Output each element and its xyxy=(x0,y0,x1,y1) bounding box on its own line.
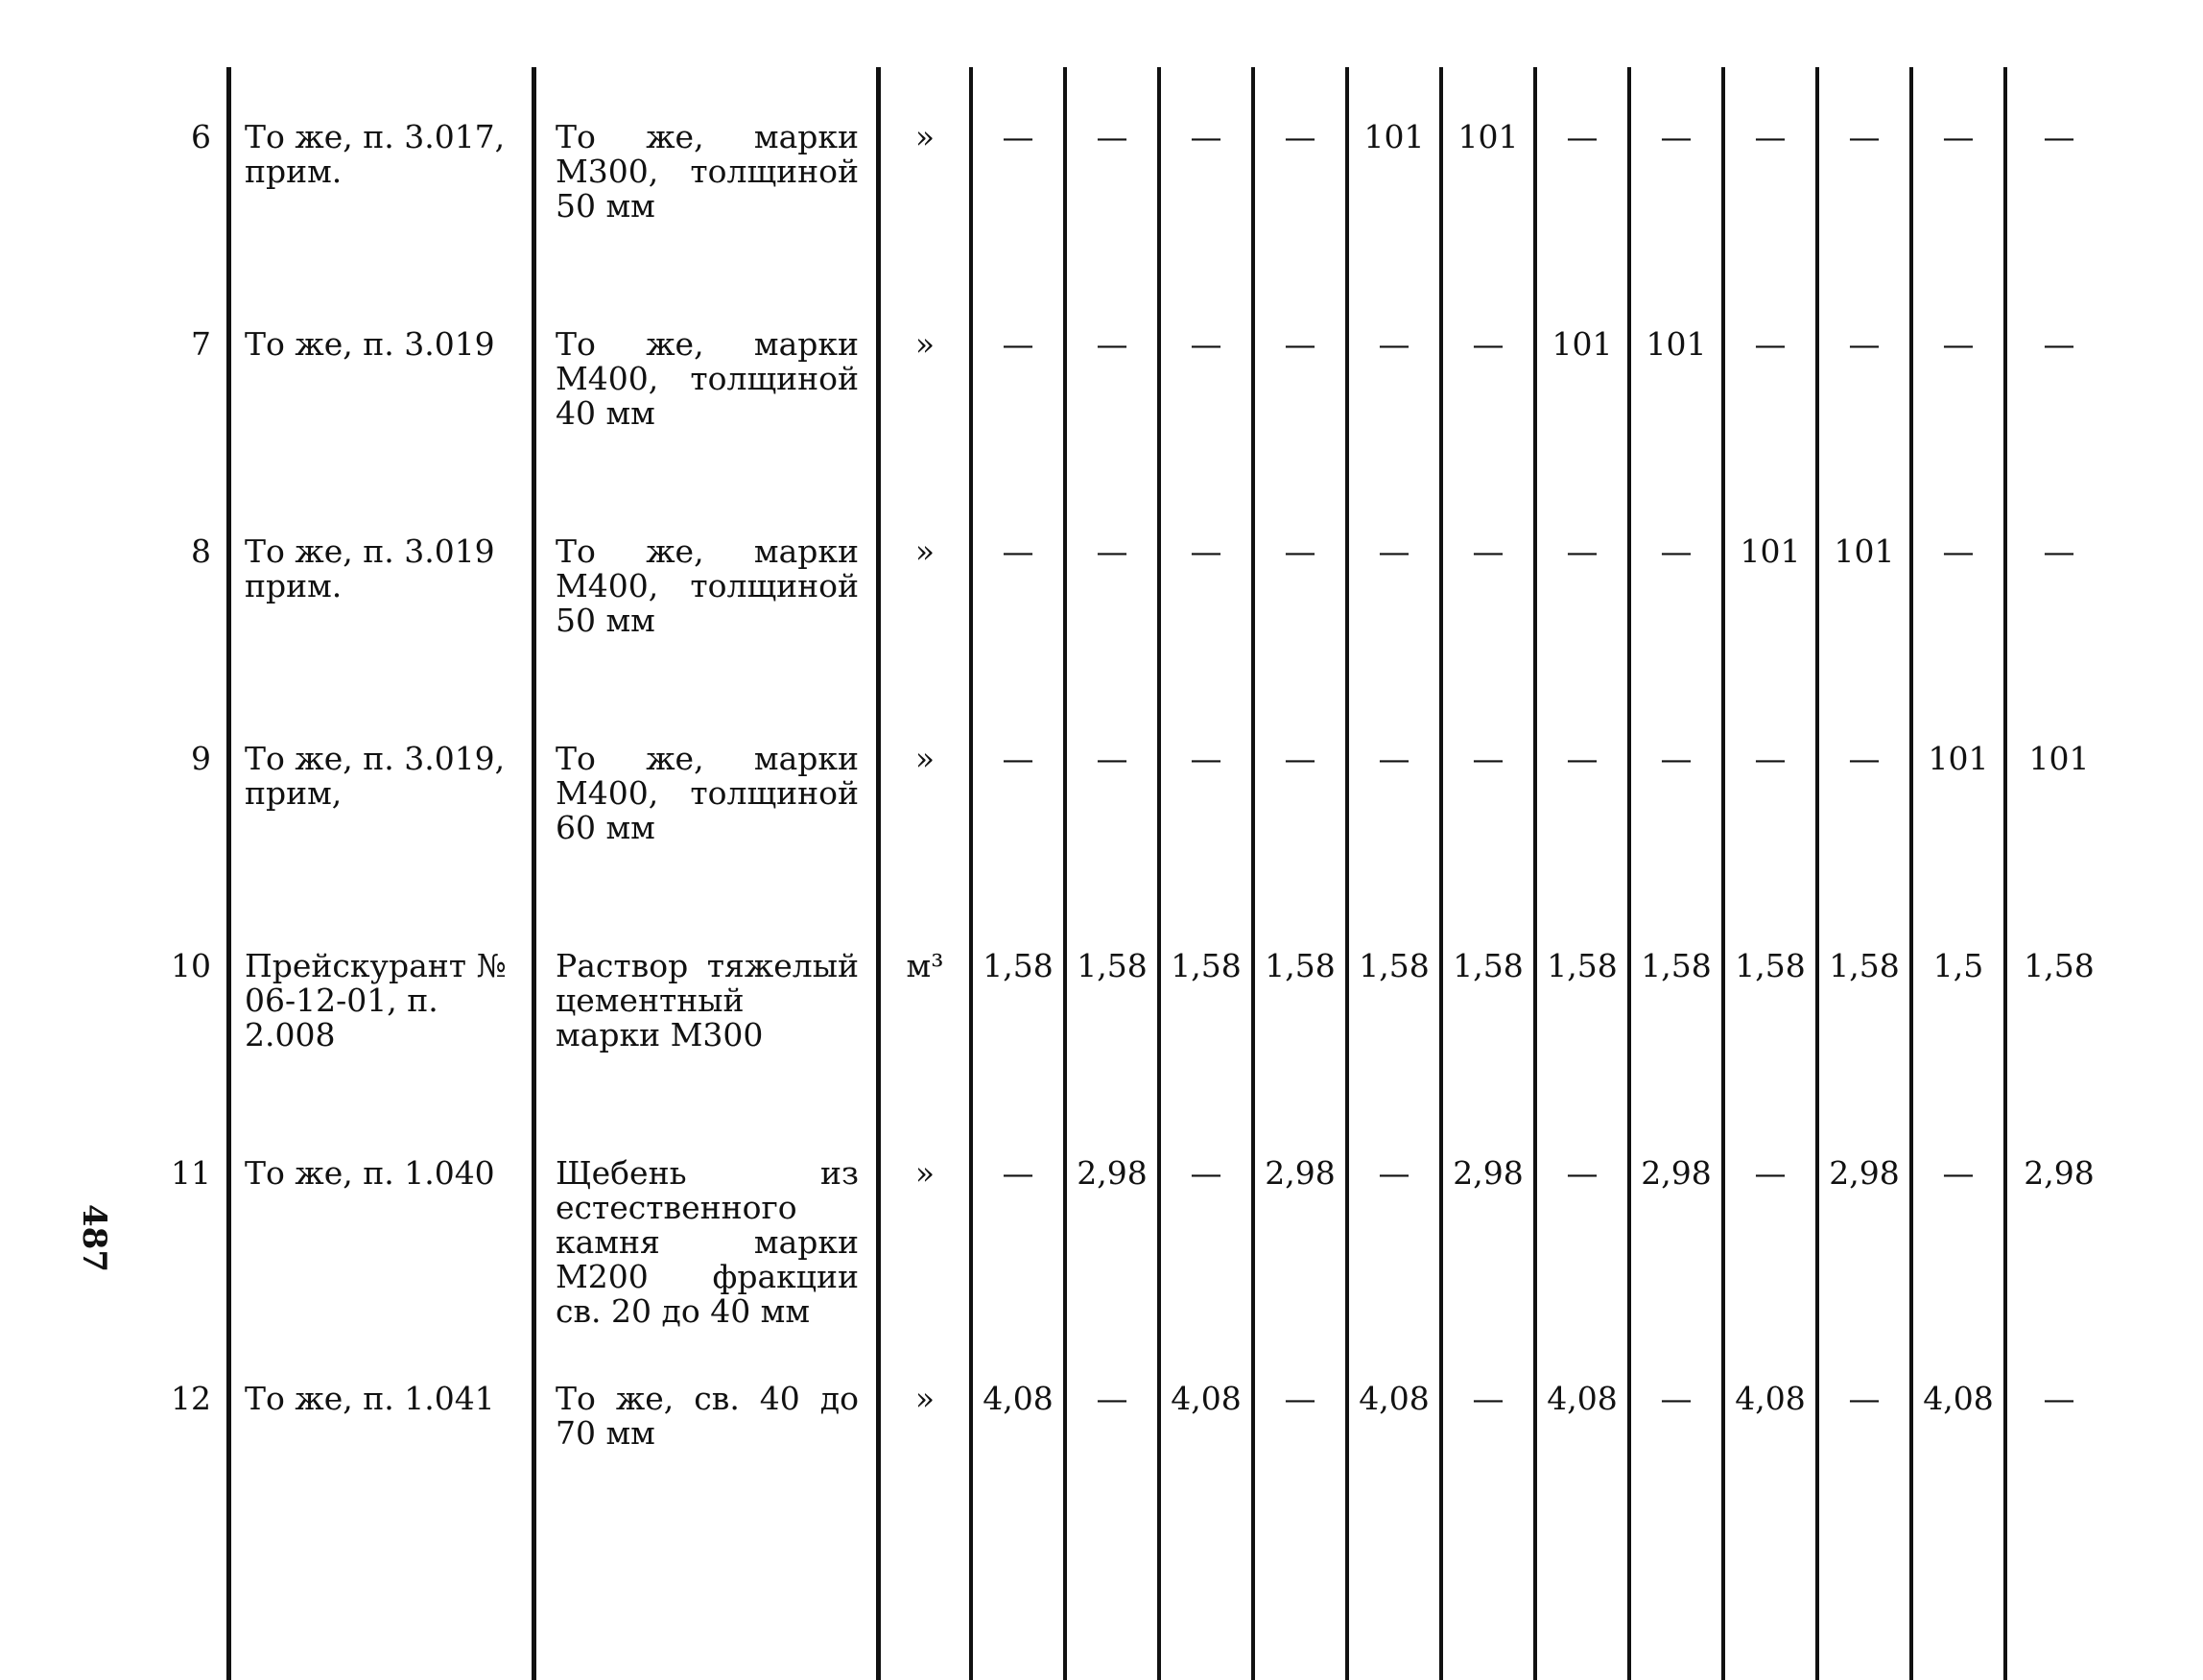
value-cell: — xyxy=(1723,1103,1817,1329)
row-number: 6 xyxy=(191,118,211,155)
material-name: То же, марки М300, толщиной 50 мм xyxy=(534,67,879,274)
filler-cell xyxy=(971,1536,1065,1680)
source-reference: То же, п. 3.019, прим, xyxy=(229,689,534,896)
value-cell: — xyxy=(1065,1329,1159,1536)
material-name: Раствор тяжелый цементный марки М300 xyxy=(534,896,879,1103)
value-cell: — xyxy=(1911,482,2005,689)
source-reference: То же, п. 3.017, прим. xyxy=(229,67,534,274)
value-cell: 2,98 xyxy=(2005,1103,2111,1329)
value-cell: 101 xyxy=(1441,67,1535,274)
filler-cell xyxy=(1065,1536,1159,1680)
material-name: То же, марки М400, толщиной 60 мм xyxy=(534,689,879,896)
value-cell: — xyxy=(1347,1103,1441,1329)
value-cell: — xyxy=(1723,274,1817,482)
unit-cell: » xyxy=(879,67,972,274)
filler-cell xyxy=(1441,1536,1535,1680)
filler-cell xyxy=(1535,1536,1629,1680)
value-cell: — xyxy=(1911,1103,2005,1329)
source-reference: То же, п. 1.041 xyxy=(229,1329,534,1536)
value-cell: — xyxy=(971,1103,1065,1329)
value-cell: 1,58 xyxy=(2005,896,2111,1103)
value-cell: — xyxy=(1065,689,1159,896)
value-cell: 4,08 xyxy=(1159,1329,1253,1536)
unit-cell: м³ xyxy=(879,896,972,1103)
value-cell: 1,58 xyxy=(1723,896,1817,1103)
value-cell: 4,08 xyxy=(1535,1329,1629,1536)
value-cell: — xyxy=(1253,689,1347,896)
source-reference: То же, п. 3.019 xyxy=(229,274,534,482)
table-row xyxy=(144,67,2111,274)
norms-table-body xyxy=(144,67,2111,1680)
value-cell: — xyxy=(1159,689,1253,896)
value-cell: — xyxy=(1629,482,1723,689)
value-cell: — xyxy=(971,67,1065,274)
material-name: То же, марки М400, толщиной 50 мм xyxy=(534,482,879,689)
value-cell: — xyxy=(1817,1329,1911,1536)
value-cell: 4,08 xyxy=(1723,1329,1817,1536)
value-cell: — xyxy=(1535,67,1629,274)
value-cell: — xyxy=(971,274,1065,482)
value-cell: — xyxy=(1253,67,1347,274)
norms-table xyxy=(144,67,2111,1680)
value-cell: 1,58 xyxy=(1065,896,1159,1103)
table-row xyxy=(144,1103,2111,1329)
material-name: Щебень из естественного камня марки М200 фракции св. 20 до 40 мм xyxy=(534,1103,879,1329)
value-cell: — xyxy=(1817,274,1911,482)
value-cell: 1,58 xyxy=(1159,896,1253,1103)
value-cell: — xyxy=(1629,67,1723,274)
filler-cell xyxy=(1723,1536,1817,1680)
unit-cell: » xyxy=(879,274,972,482)
value-cell: — xyxy=(2005,274,2111,482)
filler-cell xyxy=(144,1536,229,1680)
value-cell: — xyxy=(1629,689,1723,896)
table-row-filler xyxy=(144,1536,2111,1680)
value-cell: — xyxy=(1441,482,1535,689)
value-cell: — xyxy=(2005,67,2111,274)
unit-cell: » xyxy=(879,1329,972,1536)
value-cell: 101 xyxy=(1535,274,1629,482)
value-cell: 101 xyxy=(1723,482,1817,689)
value-cell: — xyxy=(1441,274,1535,482)
filler-cell xyxy=(1347,1536,1441,1680)
value-cell: 1,58 xyxy=(1441,896,1535,1103)
value-cell: — xyxy=(1065,67,1159,274)
value-cell: — xyxy=(1723,67,1817,274)
value-cell: 101 xyxy=(1911,689,2005,896)
value-cell: 1,58 xyxy=(1253,896,1347,1103)
table-row xyxy=(144,274,2111,482)
value-cell: — xyxy=(1911,67,2005,274)
source-reference: То же, п. 1.040 xyxy=(229,1103,534,1329)
row-number: 12 xyxy=(171,1380,211,1417)
filler-cell xyxy=(1159,1536,1253,1680)
value-cell: 2,98 xyxy=(1817,1103,1911,1329)
table-row xyxy=(144,689,2111,896)
value-cell: 4,08 xyxy=(971,1329,1065,1536)
filler-cell xyxy=(2005,1536,2111,1680)
value-cell: — xyxy=(1535,689,1629,896)
value-cell: — xyxy=(1347,274,1441,482)
value-cell: 101 xyxy=(2005,689,2111,896)
table-row xyxy=(144,1329,2111,1536)
value-cell: — xyxy=(1441,1329,1535,1536)
value-cell: — xyxy=(1817,67,1911,274)
value-cell: — xyxy=(971,482,1065,689)
value-cell: 101 xyxy=(1817,482,1911,689)
value-cell: 1,5 xyxy=(1911,896,2005,1103)
value-cell: 2,98 xyxy=(1441,1103,1535,1329)
table-row xyxy=(144,896,2111,1103)
value-cell: — xyxy=(2005,482,2111,689)
value-cell: — xyxy=(1253,274,1347,482)
table-row xyxy=(144,482,2111,689)
value-cell: — xyxy=(1535,482,1629,689)
filler-cell xyxy=(879,1536,972,1680)
value-cell: — xyxy=(2005,1329,2111,1536)
row-number: 9 xyxy=(191,740,211,777)
filler-cell xyxy=(1817,1536,1911,1680)
value-cell: 1,58 xyxy=(1347,896,1441,1103)
value-cell: — xyxy=(1347,482,1441,689)
row-number: 11 xyxy=(171,1154,211,1192)
value-cell: 1,58 xyxy=(1535,896,1629,1103)
value-cell: 1,58 xyxy=(1817,896,1911,1103)
material-name: То же, марки М400, толщиной 40 мм xyxy=(534,274,879,482)
value-cell: 101 xyxy=(1347,67,1441,274)
value-cell: — xyxy=(1253,1329,1347,1536)
source-reference: То же, п. 3.019 прим. xyxy=(229,482,534,689)
value-cell: — xyxy=(1441,689,1535,896)
value-cell: — xyxy=(971,689,1065,896)
value-cell: — xyxy=(1159,274,1253,482)
page-number: 487 xyxy=(75,1204,113,1272)
value-cell: — xyxy=(1159,1103,1253,1329)
value-cell: 2,98 xyxy=(1253,1103,1347,1329)
value-cell: — xyxy=(1065,274,1159,482)
unit-cell: » xyxy=(879,482,972,689)
filler-cell xyxy=(1911,1536,2005,1680)
value-cell: 1,58 xyxy=(971,896,1065,1103)
value-cell: 101 xyxy=(1629,274,1723,482)
filler-cell xyxy=(229,1536,534,1680)
value-cell: — xyxy=(1065,482,1159,689)
value-cell: — xyxy=(1911,274,2005,482)
value-cell: — xyxy=(1347,689,1441,896)
unit-cell: » xyxy=(879,1103,972,1329)
value-cell: — xyxy=(1159,482,1253,689)
material-name: То же, св. 40 до 70 мм xyxy=(534,1329,879,1536)
row-number: 8 xyxy=(191,532,211,570)
filler-cell xyxy=(534,1536,879,1680)
row-number: 10 xyxy=(171,947,211,984)
value-cell: — xyxy=(1253,482,1347,689)
filler-cell xyxy=(1629,1536,1723,1680)
unit-cell: » xyxy=(879,689,972,896)
source-reference: Прейскурант № 06-12-01, п. 2.008 xyxy=(229,896,534,1103)
row-number: 7 xyxy=(191,325,211,363)
filler-cell xyxy=(1253,1536,1347,1680)
value-cell: 1,58 xyxy=(1629,896,1723,1103)
value-cell: — xyxy=(1159,67,1253,274)
value-cell: 4,08 xyxy=(1347,1329,1441,1536)
value-cell: 2,98 xyxy=(1065,1103,1159,1329)
value-cell: — xyxy=(1817,689,1911,896)
value-cell: — xyxy=(1629,1329,1723,1536)
value-cell: — xyxy=(1535,1103,1629,1329)
value-cell: — xyxy=(1723,689,1817,896)
value-cell: 4,08 xyxy=(1911,1329,2005,1536)
value-cell: 2,98 xyxy=(1629,1103,1723,1329)
